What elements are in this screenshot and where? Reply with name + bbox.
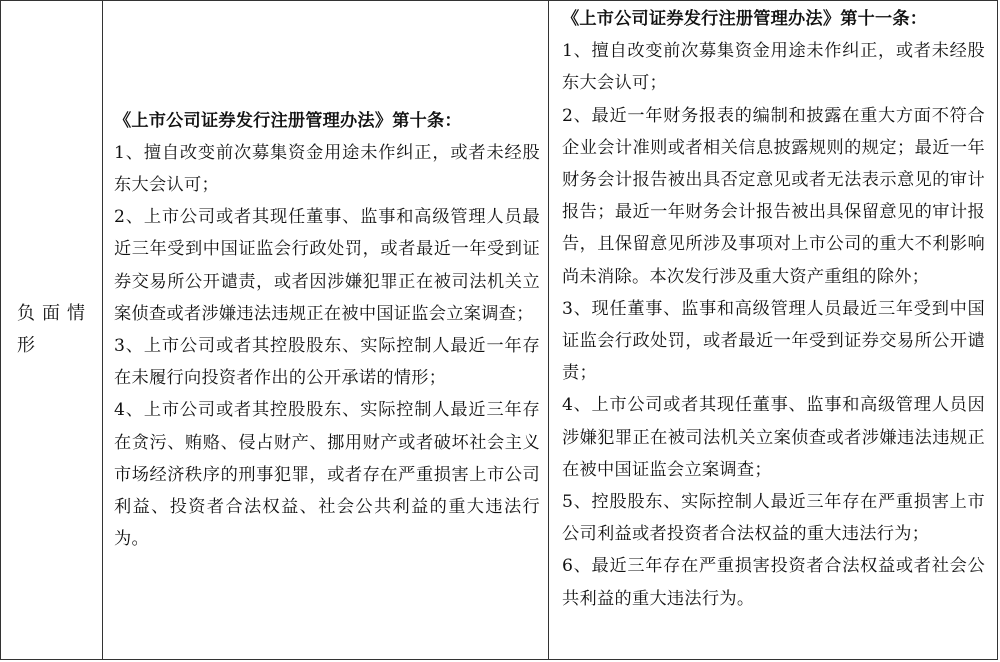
article-11-cell	[549, 1, 998, 660]
article-11-item: 1、擅自改变前次募集资金用途未作纠正，或者未经股东大会认可；	[562, 41, 985, 94]
article-11-heading: 《上市公司证券发行注册管理办法》第十一条：	[562, 9, 928, 29]
article-11-item: 4、上市公司或者其现任董事、监事和高级管理人员因涉嫌犯罪正在被司法机关立案侦查或者涉嫌违法违规正在被中国证监会立案调查；	[562, 395, 985, 480]
article-10-item: 3、上市公司或者其控股股东、实际控制人最近一年存在未履行向投资者作出的公开承诺的情形；	[114, 336, 540, 389]
article-11-item: 2、最近一年财务报表的编制和披露在重大方面不符合企业会计准则或者相关信息披露规则的规定；最近一年财务会计报告被出具否定意见或者无法表示意见的审计报告；最近一年财务会计报告被出具保留意见的审计报告，且保留意见所涉及事项对上市公司的重大不利影响尚未消除。本次发行涉及重大资产重组的除外；	[562, 105, 985, 287]
article-11-item: 6、最近三年存在严重损害投资者合法权益或者社会公共利益的重大违法行为。	[562, 556, 985, 609]
article-11-item: 5、控股股东、实际控制人最近三年存在严重损害上市公司利益或者投资者合法权益的重大违法行为；	[562, 492, 985, 545]
article-10-heading: 《上市公司证券发行注册管理办法》第十条：	[114, 110, 462, 131]
article-11-item: 3、现任董事、监事和高级管理人员最近三年受到中国证监会行政处罚，或者最近一年受到证券交易所公开谴责；	[562, 298, 985, 384]
row-label: 负面情形	[17, 303, 92, 356]
article-10-item: 4、上市公司或者其控股股东、实际控制人最近三年存在贪污、贿赂、侵占财产、挪用财产或者破坏社会主义市场经济秩序的刑事犯罪，或者存在严重损害上市公司利益、投资者合法权益、社会公共利益的重大违法行为。	[114, 400, 540, 550]
table-row	[1, 1, 998, 660]
row-label-cell	[1, 1, 103, 660]
article-10-cell	[103, 1, 549, 660]
article-10-item: 2、上市公司或者其现任董事、监事和高级管理人员最近三年受到中国证监会行政处罚，或者最近一年受到证券交易所公开谴责，或者因涉嫌犯罪正在被司法机关立案侦查或者涉嫌违法违规正在被中国证监会立案调查；	[114, 207, 540, 324]
article-10-item: 1、擅自改变前次募集资金用途未作纠正，或者未经股东大会认可；	[114, 142, 540, 195]
